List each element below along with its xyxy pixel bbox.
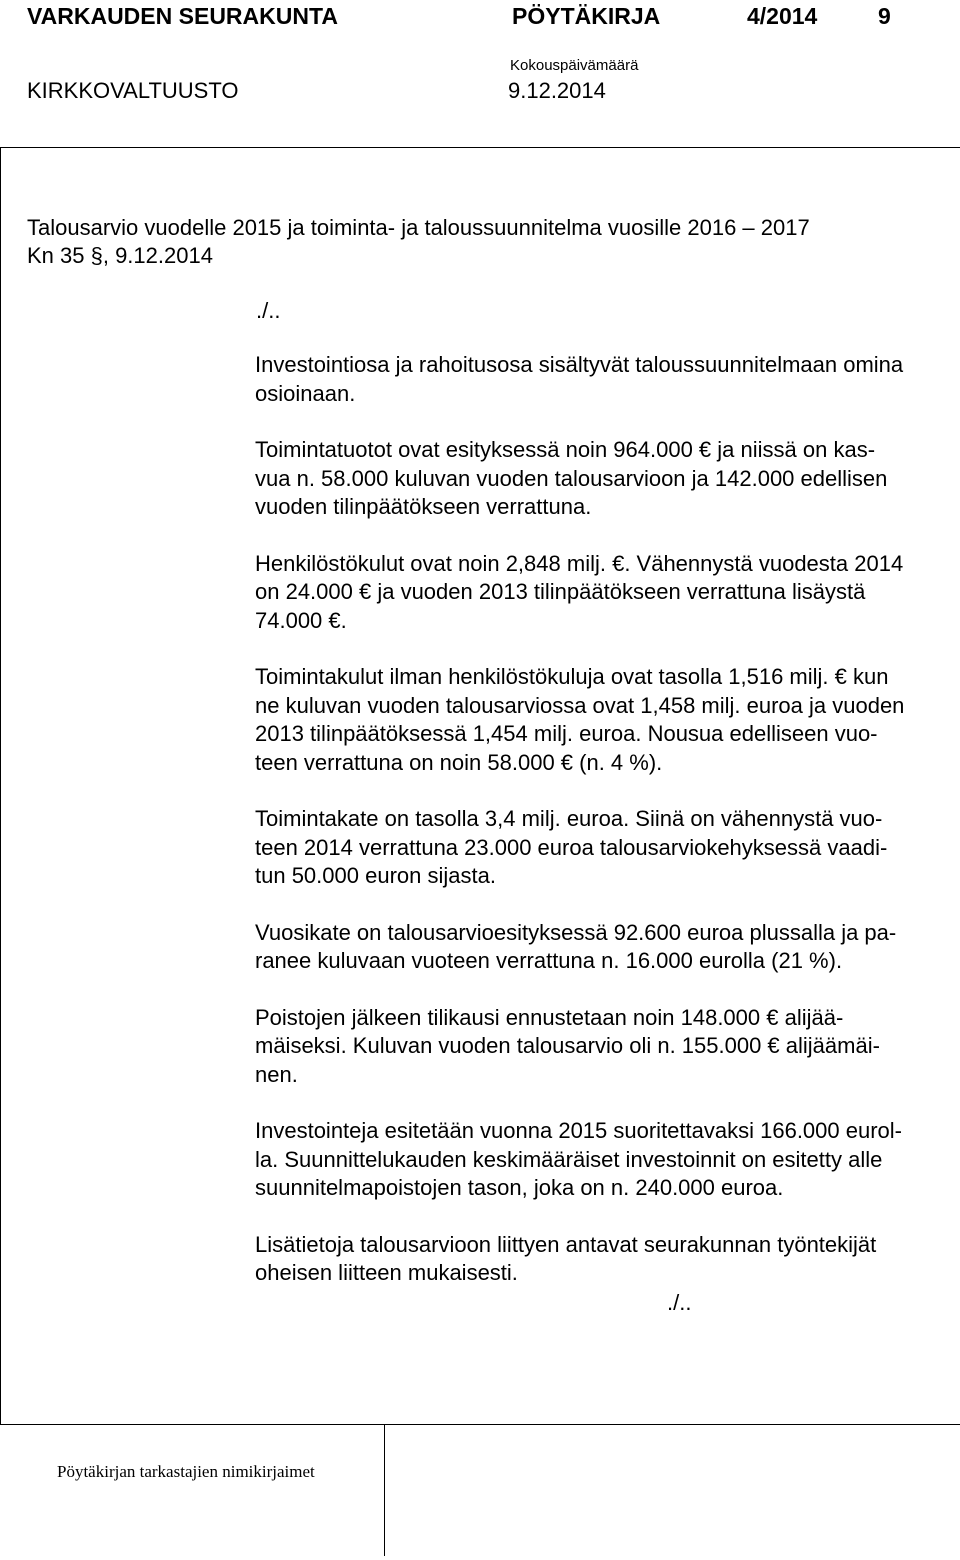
paragraph-line: Investointeja esitetään vuonna 2015 suoritettavaksi 166.000 eurol- xyxy=(255,1118,902,1143)
footer-initials-label: Pöytäkirjan tarkastajien nimikirjaimet xyxy=(57,1462,315,1481)
page-number: 9 xyxy=(878,3,891,29)
paragraph-line: la. Suunnittelukauden keskimääräiset investoinnit on esitetty alle xyxy=(255,1146,883,1172)
section-reference: Kn 35 §, 9.12.2014 xyxy=(27,243,213,268)
paragraph-line: mäiseksi. Kuluvan vuoden talousarvio oli n. 155.000 € alijäämäi- xyxy=(255,1033,880,1058)
header-divider xyxy=(0,147,960,148)
footer-separator-line xyxy=(384,1424,385,1556)
continuation-marker-top: ./.. xyxy=(256,298,281,323)
paragraph xyxy=(255,919,960,976)
paragraph xyxy=(255,436,960,522)
paragraph-line: Lisätietoja talousarvioon liittyen antavat seurakunnan työntekijät xyxy=(255,1231,877,1257)
paragraph-line: Investointiosa ja rahoitusosa sisältyvät taloussuunnitelmaan omina xyxy=(255,352,904,377)
footer-divider xyxy=(0,1424,960,1425)
paragraph-line: Toimintatuotot ovat esityksessä noin 964.000 € ja niissä on kas- xyxy=(255,437,876,462)
paragraph xyxy=(255,351,960,408)
paragraph xyxy=(255,1231,960,1288)
meeting-date: 9.12.2014 xyxy=(508,78,606,103)
paragraph-line: Vuosikate on talousarvioesityksessä 92.600 euroa plussalla ja pa- xyxy=(255,919,897,945)
document-number: 4/2014 xyxy=(747,3,818,29)
left-margin-line xyxy=(0,147,1,1424)
body-text xyxy=(255,351,960,1316)
paragraph-line: vua n. 58.000 kuluvan vuoden talousarvioon ja 142.000 edellisen xyxy=(255,465,888,491)
paragraph-line: 2013 tilinpäätöksessä 1,454 milj. euroa. Nousua edelliseen vuo- xyxy=(255,721,878,746)
paragraph-line: nen. xyxy=(255,1061,298,1087)
paragraph-line: on 24.000 € ja vuoden 2013 tilinpäätökseen verrattuna lisäystä xyxy=(255,579,866,604)
document-type: PÖYTÄKIRJA xyxy=(512,3,661,29)
section-title-line: Talousarvio vuodelle 2015 ja toiminta- ja taloussuunnitelma vuosille 2016 – 2017 xyxy=(27,215,810,240)
paragraph-line: teen verrattuna on noin 58.000 € (n. 4 %). xyxy=(255,749,663,775)
paragraph xyxy=(255,1117,960,1203)
paragraph-line: suunnitelmapoistojen tason, joka on n. 240.000 euroa. xyxy=(255,1175,784,1200)
paragraph xyxy=(255,805,960,891)
paragraph-line: ranee kuluvaan vuoteen verrattuna n. 16.000 eurolla (21 %). xyxy=(255,948,843,973)
organization-name: VARKAUDEN SEURAKUNTA xyxy=(27,3,338,29)
paragraph-line: Toimintakulut ilman henkilöstökuluja ovat tasolla 1,516 milj. € kun xyxy=(255,664,889,689)
paragraph-line: ne kuluvan vuoden talousarviossa ovat 1,458 milj. euroa ja vuoden xyxy=(255,692,905,718)
section-title xyxy=(27,214,927,270)
continuation-marker-bottom: ./.. xyxy=(667,1290,692,1315)
paragraph-line: vuoden tilinpäätökseen verrattuna. xyxy=(255,494,592,519)
paragraph-line: Poistojen jälkeen tilikausi ennustetaan noin 148.000 € alijää- xyxy=(255,1004,844,1030)
paragraph-line: Henkilöstökulut ovat noin 2,848 milj. €. Vähennystä vuodesta 2014 xyxy=(255,550,904,576)
paragraph xyxy=(255,663,960,777)
paragraph-line: Toimintakate on tasolla 3,4 milj. euroa. Siinä on vähennystä vuo- xyxy=(255,806,883,831)
paragraph-line: tun 50.000 euron sijasta. xyxy=(255,863,496,888)
paragraph-line: oheisen liitteen mukaisesti. xyxy=(255,1260,518,1285)
paragraph xyxy=(255,550,960,636)
governing-body: KIRKKOVALTUUSTO xyxy=(27,78,239,103)
paragraph-line: 74.000 €. xyxy=(255,607,347,633)
paragraph-line: teen 2014 verrattuna 23.000 euroa talousarviokehyksessä vaadi- xyxy=(255,834,888,860)
paragraph xyxy=(255,1004,960,1090)
meeting-date-label: Kokouspäivämäärä xyxy=(510,57,639,74)
paragraph-line: osioinaan. xyxy=(255,380,356,406)
